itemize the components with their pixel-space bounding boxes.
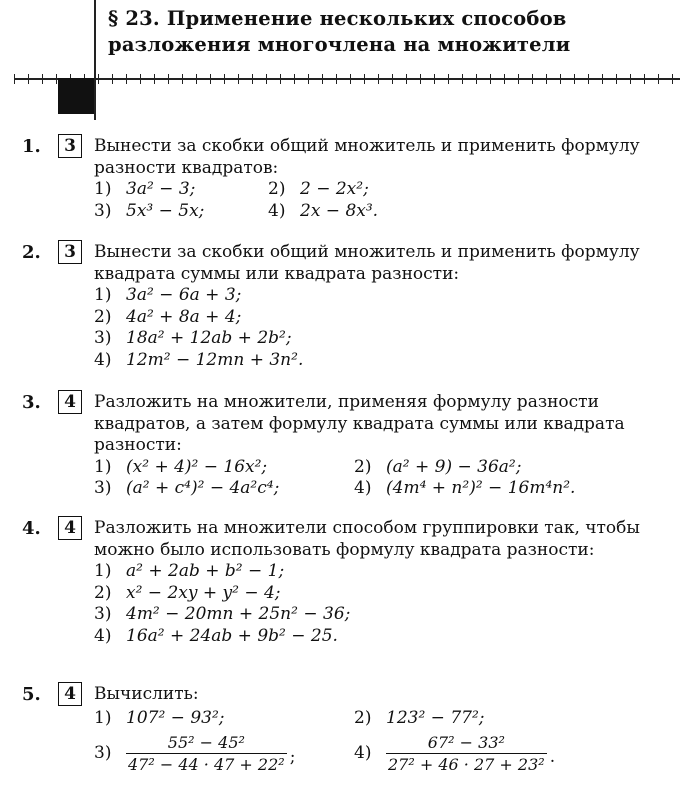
problem-text: Разложить на множители способом группировки так, чтобы можно было использовать формулу квадрата разности: xyxy=(94,518,640,560)
difficulty-level: 4 xyxy=(58,390,82,414)
corner-block xyxy=(58,78,94,114)
options xyxy=(94,708,672,775)
problem-5 xyxy=(22,684,672,774)
problem-1 xyxy=(22,136,672,222)
section-title-line-2: разложения многочлена на множители xyxy=(108,33,571,56)
option-4: 4) $\frac{\text{67² − 33²}}{\text{27² + 46 · 27 + 23²}}$ . xyxy=(354,733,556,774)
problem-3 xyxy=(22,392,672,500)
option-3: 3) 18a² + 12ab + 2b²; xyxy=(94,328,292,348)
problem-2 xyxy=(22,242,672,371)
difficulty-level: 4 xyxy=(58,682,82,706)
difficulty-level: 3 xyxy=(58,134,82,158)
difficulty-level: 3 xyxy=(58,240,82,264)
options xyxy=(94,457,672,500)
problem-number: 5. xyxy=(22,684,41,705)
numerator: 55² − 45² xyxy=(167,733,245,752)
vertical-rule xyxy=(94,0,96,120)
option-1: 1) 107² − 93²; xyxy=(94,707,225,728)
options xyxy=(94,179,672,222)
problem-text: Вынести за скобки общий множитель и применить формулу квадрата суммы или квадрата разности: xyxy=(94,242,640,284)
problem-text: Вычислить: xyxy=(94,684,199,704)
option-4: 4) 2x − 8x³. xyxy=(268,200,379,221)
option-1: 1) (x² + 4)² − 16x²; xyxy=(94,456,268,477)
problem-4 xyxy=(22,518,672,647)
rule-tick-marks xyxy=(14,74,680,84)
problem-number: 2. xyxy=(22,242,41,263)
difficulty-level: 4 xyxy=(58,516,82,540)
option-2: 2) 4a² + 8a + 4; xyxy=(94,306,242,327)
option-2: 2) (a² + 9) − 36a²; xyxy=(354,456,522,477)
option-3: 3) $\frac{\text{55² − 45²}}{\text{47² − 44 · 47 + 22²}}$ ; xyxy=(94,733,296,774)
option-2: 2) 123² − 77²; xyxy=(354,707,485,728)
option-1: 1) 3a² − 6a + 3; xyxy=(94,285,242,305)
problem-text: Разложить на множители, применяя формулу разности квадратов, а затем формулу квадрата суммы или квадрата разности: xyxy=(94,392,625,455)
problem-number: 1. xyxy=(22,136,41,157)
section-title-line-1: § 23. Применение нескольких способов xyxy=(108,7,567,30)
option-3: 3) 4m² − 20mn + 25n² − 36; xyxy=(94,604,351,624)
option-4: 4) 16a² + 24ab + 9b² − 25. xyxy=(94,625,338,646)
option-3: 3) 5x³ − 5x; xyxy=(94,200,205,221)
option-3: 3) (a² + c⁴)² − 4a²c⁴; xyxy=(94,478,280,498)
fraction xyxy=(126,733,287,774)
option-4: 4) (4m⁴ + n²)² − 16m⁴n². xyxy=(354,478,576,498)
option-4: 4) 12m² − 12mn + 3n². xyxy=(94,349,304,370)
denominator: 27² + 46 · 27 + 23² xyxy=(388,755,545,774)
option-2: 2) x² − 2xy + y² − 4; xyxy=(94,582,281,603)
options xyxy=(94,285,672,371)
option-1: 1) 3a² − 3; xyxy=(94,179,196,199)
problem-number: 3. xyxy=(22,392,41,413)
option-1: 1) a² + 2ab + b² − 1; xyxy=(94,561,285,581)
problem-text: Вынести за скобки общий множитель и применить формулу разности квадратов: xyxy=(94,136,640,178)
denominator: 47² − 44 · 47 + 22² xyxy=(128,755,285,774)
problem-number: 4. xyxy=(22,518,41,539)
fraction xyxy=(386,733,547,774)
numerator: 67² − 33² xyxy=(427,733,505,752)
options xyxy=(94,561,672,647)
section-title xyxy=(108,6,678,58)
option-2: 2) 2 − 2x²; xyxy=(268,179,369,199)
